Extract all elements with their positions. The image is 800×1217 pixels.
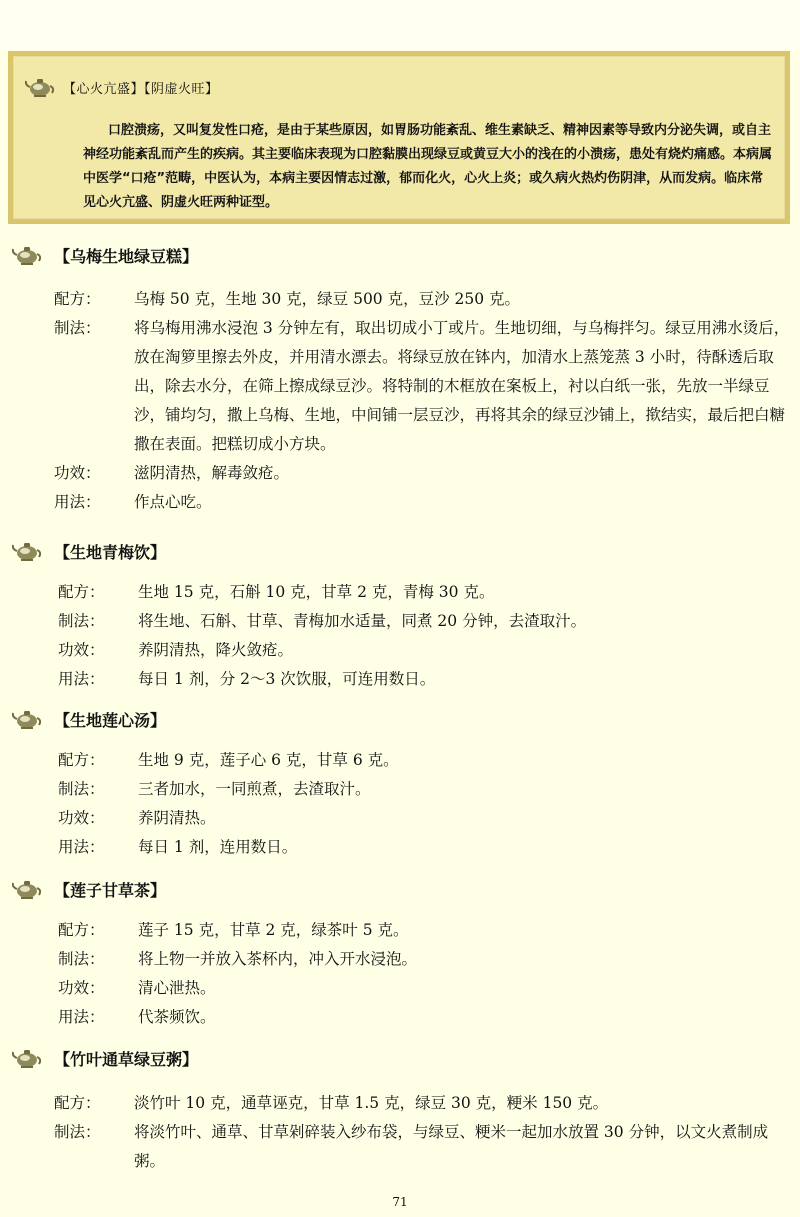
recipe-zhuye-tongcao-lvdou-zhou (12, 1045, 792, 1176)
teapot-icon (12, 1047, 42, 1069)
recipe-title: 【生地莲心汤】 (54, 710, 167, 730)
recipe-row-usage: 用法： 作点心吃。 (54, 493, 212, 511)
recipe-row-usage: 用法： 代茶频饮。 (58, 1008, 216, 1026)
recipe-title: 【乌梅生地绿豆糕】 (54, 246, 199, 266)
recipe-row-method: 制法： 将乌梅用沸水浸泡 3 分钟左有，取出切成小丁或片。生地切细，与乌梅拌匀。绿豆用沸水烫后，放在淘箩里擦去外皮，并用清水漂去。将绿豆放在钵内，加清水上蒸笼蒸 3 小时，待酥透后取出，除去水分，在筛上擦成绿豆沙。将特制的木框放在案板上，衬以白纸一张，先放一半绿豆沙，铺均匀，撒上乌梅、生地，中间铺一层豆沙，再将其余的绿豆沙铺上，揿结实，最后把白糖撒在表面。把糕切成小方块。 (54, 319, 790, 453)
recipe-row-ingredients: 配方： 生地 9 克，莲子心 6 克，甘草 6 克。 (58, 751, 399, 769)
recipe-row-ingredients: 配方： 莲子 15 克，甘草 2 克，绿茶叶 5 克。 (58, 921, 409, 939)
teapot-icon (12, 540, 42, 562)
recipe-row-usage: 用法： 每日 1 剂，连用数日。 (58, 838, 298, 856)
recipe-lianzi-gancao-cha (12, 876, 792, 1032)
recipe-row-method: 制法： 三者加水，一同煎煮，去渣取汁。 (58, 780, 371, 798)
recipe-row-usage: 用法： 每日 1 剂，分 2～3 次饮服，可连用数日。 (58, 670, 436, 688)
recipe-row-effect: 功效： 清心泄热。 (58, 979, 216, 997)
recipe-row-method: 制法： 将淡竹叶、通草、甘草剁碎装入纱布袋，与绿豆、粳米一起加水放置 30 分钟，以文火煮制成粥。 (54, 1123, 769, 1170)
intro-box (8, 51, 790, 224)
teapot-icon (25, 76, 55, 98)
recipe-row-method: 制法： 将上物一并放入茶杯内，冲入开水浸泡。 (58, 950, 418, 968)
recipe-row-effect: 功效： 养阴清热。 (58, 809, 216, 827)
page-top-strip (0, 0, 800, 50)
recipe-title: 【莲子甘草茶】 (54, 880, 167, 900)
recipe-wumei-shengdi-lvdougao (12, 242, 792, 517)
recipe-row-method: 制法： 将生地、石斛、甘草、青梅加水适量，同煮 20 分钟，去渣取汁。 (58, 612, 587, 630)
recipe-title: 【竹叶通草绿豆粥】 (54, 1049, 199, 1069)
intro-paragraph: 口腔溃疡，又叫复发性口疮，是由于某些原因，如胃肠功能紊乱、维生素缺乏、精神因素等导致内分泌失调，或自主神经功能紊乱而产生的疾病。其主要临床表现为口腔黏膜出现绿豆或黄豆大小的浅在的小溃疡，患处有烧灼痛感。本病属中医学“口疮”范畴，中医认为，本病主要因情志过激，郁而化火，心火上炎；或久病火热灼伤阴津，从而发病。临床常见心火亢盛、阴虚火旺两种证型。 (83, 123, 773, 210)
recipe-row-ingredients: 配方： 乌梅 50 克，生地 30 克，绿豆 500 克，豆沙 250 克。 (54, 290, 521, 308)
recipe-row-effect: 功效： 养阴清热，降火敛疮。 (58, 641, 294, 659)
recipe-row-ingredients: 配方： 淡竹叶 10 克，通草诬克，甘草 1.5 克，绿豆 30 克，粳米 150 克。 (54, 1094, 609, 1112)
teapot-icon (12, 878, 42, 900)
recipe-shengdi-qingmei-yin (12, 538, 792, 694)
syndrome-tags: 【心火亢盛】【阴虚火旺】 (63, 81, 219, 97)
recipe-shengdi-lianxin-tang (12, 706, 792, 862)
teapot-icon (12, 244, 42, 266)
recipe-row-ingredients: 配方： 生地 15 克，石斛 10 克，甘草 2 克，青梅 30 克。 (58, 583, 495, 601)
recipe-row-effect: 功效： 滋阴清热，解毒敛疮。 (54, 464, 290, 482)
intro-header (25, 76, 219, 98)
teapot-icon (12, 708, 42, 730)
page-number: 71 (392, 1195, 408, 1209)
recipe-title: 【生地青梅饮】 (54, 542, 167, 562)
